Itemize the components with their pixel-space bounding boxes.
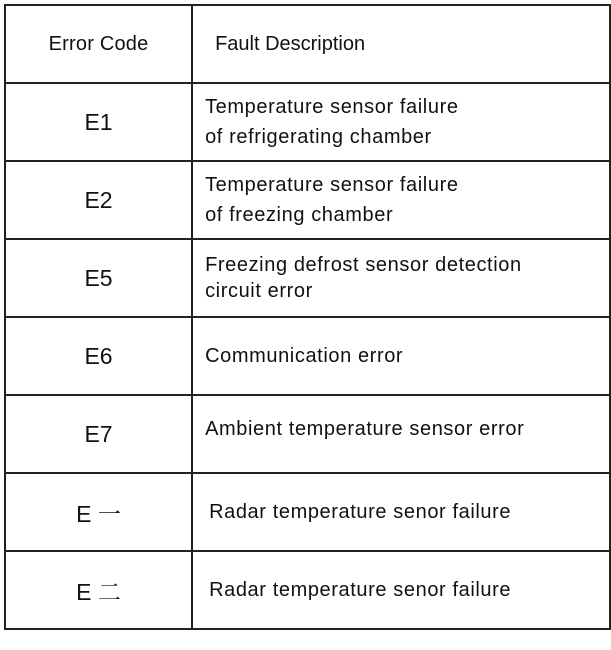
- description-line: Temperature sensor failure: [205, 96, 459, 118]
- fault-description-cell: [192, 83, 610, 161]
- table-row: [5, 83, 610, 161]
- description-line: of refrigerating chamber: [205, 126, 432, 148]
- description-line: of freezing chamber: [205, 204, 394, 226]
- fault-description-cell: [192, 161, 610, 239]
- error-code-table: [4, 4, 611, 630]
- error-code-cell: E 一: [5, 473, 192, 551]
- description-line: Communication error: [205, 345, 404, 367]
- description-line: Radar temperature senor failure: [209, 501, 512, 523]
- table-header-row: [5, 5, 610, 83]
- fault-description-cell: [192, 395, 610, 473]
- fault-description-cell: [192, 551, 610, 629]
- description-line: Freezing defrost sensor detection: [205, 254, 522, 276]
- table-row: [5, 395, 610, 473]
- error-code-cell: E5: [5, 239, 192, 317]
- error-code-cell: E1: [5, 83, 192, 161]
- table-row: [5, 161, 610, 239]
- error-code-cell: E 二: [5, 551, 192, 629]
- error-code-cell: E7: [5, 395, 192, 473]
- description-line: circuit error: [205, 280, 313, 302]
- error-code-cell: E6: [5, 317, 192, 395]
- header-fault-description: Fault Description: [192, 5, 610, 83]
- description-line: Temperature sensor failure: [205, 174, 459, 196]
- fault-description-cell: [192, 473, 610, 551]
- table-row: [5, 551, 610, 629]
- table-row: [5, 473, 610, 551]
- description-line: Ambient temperature sensor error: [205, 418, 525, 440]
- error-code-cell: E2: [5, 161, 192, 239]
- header-error-code: Error Code: [5, 5, 192, 83]
- table-row: [5, 239, 610, 317]
- table-row: [5, 317, 610, 395]
- fault-description-cell: [192, 239, 610, 317]
- description-line: Radar temperature senor failure: [209, 579, 512, 601]
- fault-description-cell: [192, 317, 610, 395]
